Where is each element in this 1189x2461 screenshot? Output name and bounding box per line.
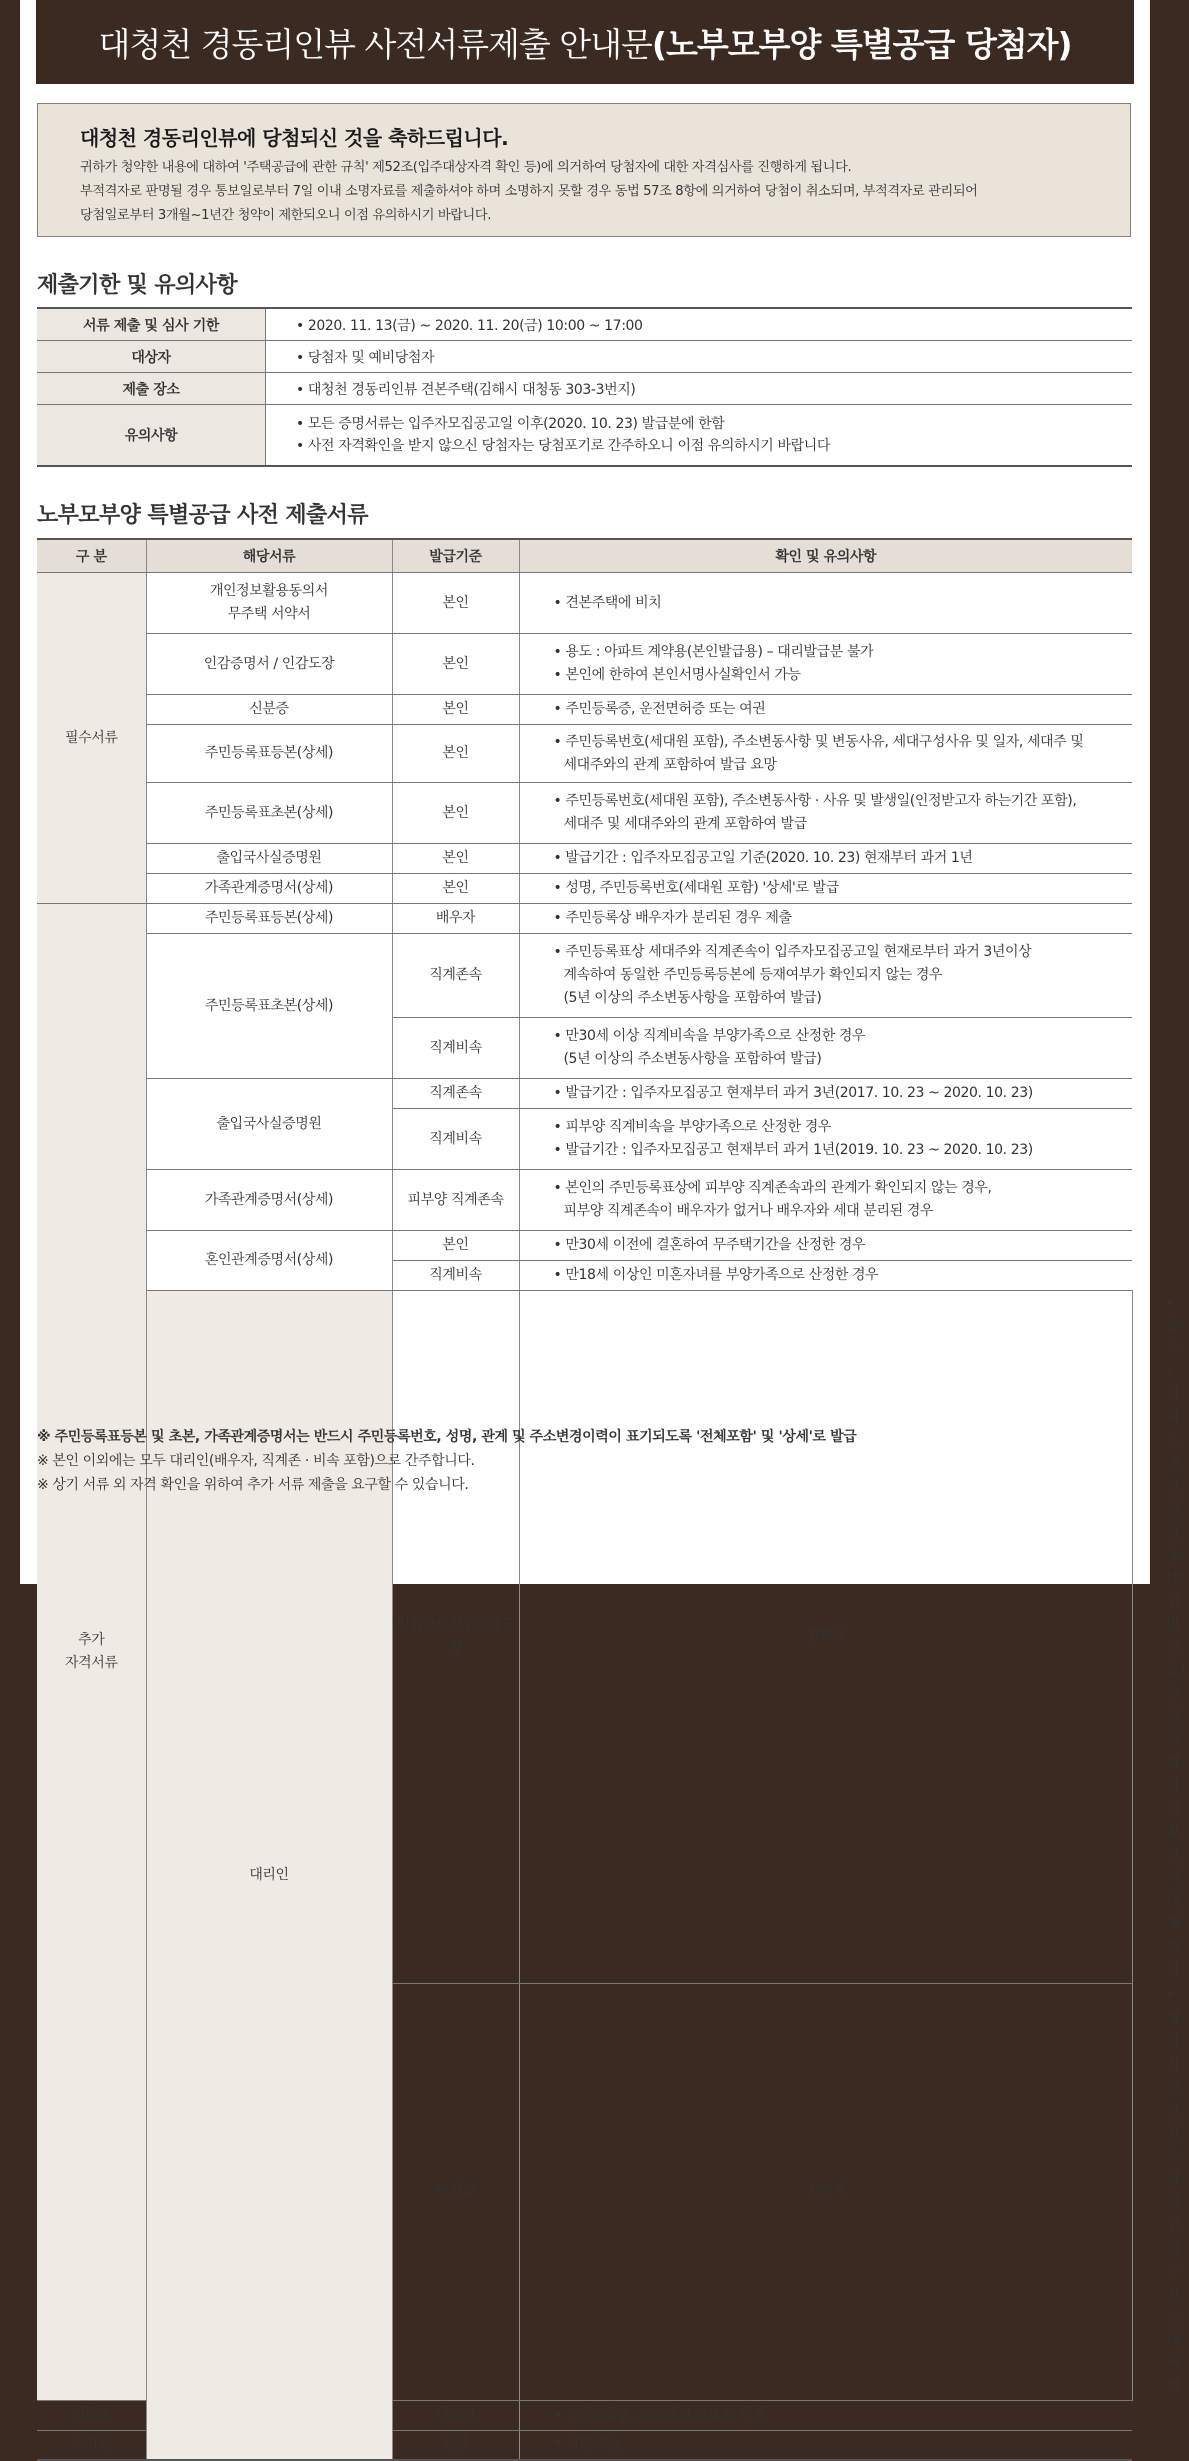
footnote: ※ 주민등록표등본 및 초본, 가족관계증명서는 반드시 주민등록번호, 성명, 관계 및 주소변경이력이 표기되도록 '전체포함' 및 '상세'로 발급 bbox=[37, 1429, 857, 1445]
note-line: 세대주와의 관계 포함하여 발급 요망 bbox=[563, 756, 777, 773]
note-line: • 주민등록번호(세대원 포함), 주소변동사항 · 사유 및 발생일(인정받고자 하는기간 포함), bbox=[553, 793, 1077, 809]
note-line: 계속하여 동일한 주민등록등본에 등재여부가 확인되지 않는 경우 bbox=[563, 967, 943, 983]
doc-cell: 가족관계증명서(상세) bbox=[146, 1170, 392, 1231]
note-cell bbox=[519, 1109, 1132, 1170]
basis-cell: 직계존속 bbox=[392, 934, 519, 1018]
doc-cell: 위임장 bbox=[392, 1983, 519, 2400]
row-label: 대상자 bbox=[37, 341, 266, 373]
table-row bbox=[37, 341, 1132, 373]
header-document: 해당서류 bbox=[146, 539, 392, 573]
basis-cell: 본인 bbox=[392, 634, 519, 695]
header-notes: 확인 및 유의사항 bbox=[519, 539, 1132, 573]
note-line: 피부양 직계존속이 배우자가 없거나 배우자와 세대 분리된 경우 bbox=[563, 1203, 934, 1219]
category-required: 필수서류 bbox=[37, 573, 146, 904]
note-line: • 주민등록표상 세대주와 직계존속이 입주자모집공고일 현재로부터 과거 3년이상 bbox=[553, 944, 1032, 960]
header-category: 구 분 bbox=[37, 539, 146, 573]
doc-cell: 가족관계증명서(상세) bbox=[146, 874, 392, 904]
table-row bbox=[37, 725, 1132, 783]
note-cell: • 만18세 이상인 미혼자녀를 부양가족으로 산정한 경우 bbox=[519, 1261, 1132, 1291]
table-row: 위임장 청약자 • 청약자의 인감도장 날인, 접수 장소에 비치 bbox=[37, 1983, 1132, 2400]
table-row bbox=[37, 405, 1132, 467]
notice-heading: 대청천 경동리인뷰에 당첨되신 것을 축하드립니다. bbox=[80, 126, 509, 150]
note-cell: • 주민등록증, 운전면허증 또는 여권 bbox=[519, 695, 1132, 725]
note-cell bbox=[519, 783, 1132, 844]
note-line: • 피부양 직계비속을 부양가족으로 산정한 경우 bbox=[553, 1119, 831, 1135]
note-cell: • 발급기간 : 입주자모집공고 현재부터 과거 3년(2017. 10. 23 ~ 2020. 10. 23) bbox=[519, 1079, 1132, 1109]
table-row bbox=[37, 874, 1132, 904]
row-label: 제출 장소 bbox=[37, 373, 266, 405]
note-cell: • 주민등록상 배우자가 분리된 경우 제출 bbox=[519, 904, 1132, 934]
table-row bbox=[37, 904, 1132, 934]
basis-cell: 배우자 bbox=[392, 904, 519, 934]
doc-name: 개인정보활용동의서 bbox=[209, 583, 329, 599]
basis-cell: 본인 bbox=[392, 874, 519, 904]
title-bar bbox=[36, 0, 1134, 84]
basis-cell: 본인 bbox=[392, 1231, 519, 1261]
table-row bbox=[37, 1079, 1132, 1109]
docs-section-title: 노부모부양 특별공급 사전 제출서류 bbox=[37, 503, 368, 528]
table-row bbox=[37, 1231, 1132, 1261]
row-value: • 2020. 11. 13(금) ~ 2020. 11. 20(금) 10:00 ~ 17:00 bbox=[266, 308, 1133, 341]
basis-cell: 직계비속 bbox=[392, 1018, 519, 1079]
doc-cell: 주민등록표초본(상세) bbox=[146, 783, 392, 844]
deadline-table bbox=[37, 307, 1132, 467]
note-cell: • 성명, 주민등록번호(세대원 포함) '상세'로 발급 bbox=[519, 874, 1132, 904]
note-line: (5년 이상의 주소변동사항을 포함하여 발급) bbox=[563, 1051, 822, 1067]
footnotes bbox=[37, 1425, 856, 1497]
row-label: 유의사항 bbox=[37, 405, 266, 467]
deadline-section-title: 제출기한 및 유의사항 bbox=[37, 273, 237, 298]
doc-cell bbox=[146, 573, 392, 634]
doc-cell: 신분증 bbox=[37, 2400, 146, 2430]
table-row bbox=[37, 373, 1132, 405]
doc-cell: 주민등록표등본(상세) bbox=[146, 725, 392, 783]
notice-line: 부적격자로 판명될 경우 통보일로부터 7일 이내 소명자료를 제출하셔야 하며 소명하지 못할 경우 동법 57조 8항에 의거하여 당첨이 취소되며, 부적격자로 관리되어 bbox=[80, 184, 978, 199]
note-line: • 사전 자격확인을 받지 않으신 당첨자는 당첨포기로 간주하오니 이점 유의하시기 바랍니다 bbox=[296, 438, 830, 454]
note-line: • 주민등록번호(세대원 포함), 주소변동사항 및 변동사유, 세대구성사유 및 일자, 세대주 및 bbox=[553, 733, 1084, 750]
basis-cell: 직계비속 bbox=[392, 1261, 519, 1291]
notice-line: 당첨일로부터 3개월~1년간 청약이 제한되오니 이점 유의하시기 바랍니다. bbox=[80, 208, 492, 223]
note-cell bbox=[519, 934, 1132, 1018]
row-value bbox=[266, 405, 1133, 467]
page bbox=[20, 0, 1189, 2453]
note-cell bbox=[519, 634, 1132, 695]
title-bold: (노부모부양 특별공급 당첨자) bbox=[651, 24, 1072, 64]
title-regular: 대청천 경동리인뷰 사전서류제출 안내문 bbox=[98, 24, 652, 64]
basis-cell: 본인 bbox=[392, 844, 519, 874]
doc-cell: 주민등록표초본(상세) bbox=[146, 934, 392, 1079]
docs-table bbox=[37, 538, 1189, 2461]
doc-cell: 대리인 bbox=[37, 2430, 146, 2460]
note-line: • 모든 증명서류는 입주자모집공고일 이후(2020. 10. 23) 발급분에 한함 bbox=[296, 416, 725, 432]
doc-name: 무주택 서약서 bbox=[227, 606, 311, 622]
note-line: • 발급기간 : 입주자모집공고 현재부터 과거 1년(2019. 10. 23 ~ 2020. 10. 23) bbox=[553, 1142, 1033, 1158]
note-line: 세대주 및 세대주와의 관계 포함하여 발급 bbox=[563, 816, 807, 832]
row-value: • 대청천 경동리인뷰 견본주택(김해시 대청동 303-3번지) bbox=[266, 373, 1133, 405]
basis-cell: 본인 bbox=[392, 695, 519, 725]
category-line: 추가 bbox=[78, 1631, 105, 1648]
doc-cell: 인감증명서 / 인감도장 bbox=[392, 1291, 519, 1984]
note-cell bbox=[519, 1170, 1132, 1231]
table-row bbox=[37, 634, 1132, 695]
category-additional bbox=[37, 904, 146, 2401]
table-row bbox=[37, 783, 1132, 844]
congratulations-notice bbox=[37, 103, 1131, 237]
table-header bbox=[37, 539, 1132, 573]
basis-cell: 본인 bbox=[392, 725, 519, 783]
note-line: • 만30세 이상 직계비속을 부양가족으로 산정한 경우 bbox=[553, 1028, 866, 1044]
basis-cell: 인장 bbox=[392, 2430, 519, 2460]
doc-cell: 출입국사실증명원 bbox=[146, 1079, 392, 1170]
table-row bbox=[37, 308, 1132, 341]
doc-cell: 인감증명서 / 인감도장 bbox=[146, 634, 392, 695]
doc-cell: 혼인관계증명서(상세) bbox=[146, 1231, 392, 1291]
note-cell: • 발급기간 : 입주자모집공고일 기준(2020. 10. 23) 현재부터 과거 1년 bbox=[519, 844, 1132, 874]
basis-cell: 피부양 직계존속 bbox=[392, 1170, 519, 1231]
basis-cell: 대리인 bbox=[392, 2400, 519, 2430]
basis-cell: 본인 bbox=[392, 573, 519, 634]
note-line: • 용도 : 아파트 계약용(본인발급용) – 대리발급분 불가 bbox=[553, 644, 874, 660]
footnote: ※ 본인 이외에는 모두 대리인(배우자, 직계존 · 비속 포함)으로 간주합니다. bbox=[37, 1453, 475, 1469]
basis-cell: 청약자 bbox=[519, 1291, 1132, 1984]
basis-cell: 직계존속 bbox=[392, 1079, 519, 1109]
note-line: (5년 이상의 주소변동사항을 포함하여 발급) bbox=[563, 990, 822, 1006]
note-cell: • 주민등록증, 운전면허증 또는 여권 bbox=[519, 2400, 1132, 2430]
basis-cell: 청약자 bbox=[519, 1983, 1132, 2400]
note-cell: • 견본주택에 비치 bbox=[519, 573, 1132, 634]
doc-cell: 주민등록표등본(상세) bbox=[146, 904, 392, 934]
table-row bbox=[37, 844, 1132, 874]
row-value: • 당첨자 및 예비당첨자 bbox=[266, 341, 1133, 373]
note-cell: • 서명 가능 bbox=[519, 2430, 1132, 2460]
note-cell bbox=[519, 1018, 1132, 1079]
notice-line: 귀하가 청약한 내용에 대하여 '주택공급에 관한 규칙' 제52조(입주대상자격 확인 등)에 의거하여 당첨자에 대한 자격심사를 진행하게 됩니다. bbox=[80, 160, 852, 175]
basis-cell: 본인 bbox=[392, 783, 519, 844]
table-row: 대리인 인감증명서 / 인감도장 청약자 • 용도 : 아파트 계약 위임용(본인발급용), 본인서명사실확인서 대체 불가 bbox=[37, 1291, 1132, 1984]
note-cell: • 만30세 이전에 결혼하여 무주택기간을 산정한 경우 bbox=[519, 1231, 1132, 1261]
doc-cell: 출입국사실증명원 bbox=[146, 844, 392, 874]
basis-cell: 직계비속 bbox=[392, 1109, 519, 1170]
row-label: 서류 제출 및 심사 기한 bbox=[37, 308, 266, 341]
header-basis: 발급기준 bbox=[392, 539, 519, 573]
note-cell bbox=[519, 725, 1132, 783]
table-row bbox=[37, 934, 1132, 1018]
footnote: ※ 상기 서류 외 자격 확인을 위하여 추가 서류 제출을 요구할 수 있습니다. bbox=[37, 1477, 469, 1493]
note-line: • 본인의 주민등록표상에 피부양 직계존속과의 관계가 확인되지 않는 경우, bbox=[553, 1180, 992, 1196]
table-row bbox=[37, 573, 1132, 634]
table-row bbox=[37, 1170, 1132, 1231]
category-agent: 대리인 bbox=[146, 1291, 392, 2461]
note-line: • 본인에 한하여 본인서명사실확인서 가능 bbox=[553, 667, 801, 683]
category-line: 자격서류 bbox=[65, 1654, 118, 1671]
table-row bbox=[37, 695, 1132, 725]
doc-cell: 신분증 bbox=[146, 695, 392, 725]
